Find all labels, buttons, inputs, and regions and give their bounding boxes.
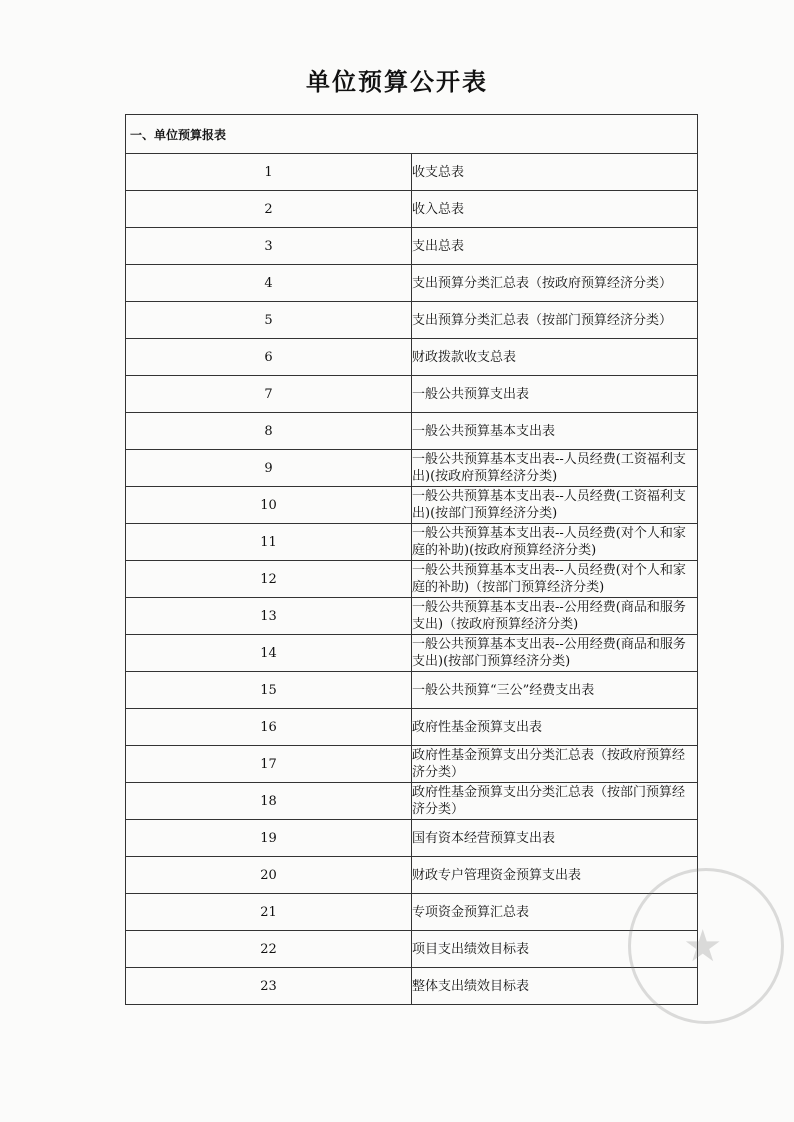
table-row (126, 598, 698, 635)
row-number: 11 (126, 524, 412, 561)
report-name-link[interactable]: 整体支出绩效目标表 (412, 968, 698, 1005)
table-row (126, 265, 698, 302)
report-name-link[interactable]: 支出预算分类汇总表（按部门预算经济分类） (412, 302, 698, 339)
report-name-link[interactable]: 收入总表 (412, 191, 698, 228)
report-name-link[interactable]: 一般公共预算基本支出表--人员经费(对个人和家庭的补助)(按政府预算经济分类) (412, 524, 698, 561)
report-name-link[interactable]: 专项资金预算汇总表 (412, 894, 698, 931)
report-name-link[interactable]: 一般公共预算基本支出表 (412, 413, 698, 450)
report-name-link[interactable]: 一般公共预算基本支出表--公用经费(商品和服务支出)(按部门预算经济分类) (412, 635, 698, 672)
table-row (126, 450, 698, 487)
row-number: 4 (126, 265, 412, 302)
row-number: 14 (126, 635, 412, 672)
report-name-link[interactable]: 项目支出绩效目标表 (412, 931, 698, 968)
table-row (126, 487, 698, 524)
row-number: 12 (126, 561, 412, 598)
row-number: 3 (126, 228, 412, 265)
table-row (126, 746, 698, 783)
row-number: 22 (126, 931, 412, 968)
row-number: 13 (126, 598, 412, 635)
row-number: 23 (126, 968, 412, 1005)
table-row (126, 931, 698, 968)
row-number: 7 (126, 376, 412, 413)
report-name-link[interactable]: 政府性基金预算支出分类汇总表（按政府预算经济分类） (412, 746, 698, 783)
section-label: 一、单位预算报表 (126, 115, 698, 154)
row-number: 20 (126, 857, 412, 894)
table-row (126, 228, 698, 265)
table-row (126, 339, 698, 376)
report-name-link[interactable]: 政府性基金预算支出表 (412, 709, 698, 746)
report-name-link[interactable]: 支出预算分类汇总表（按政府预算经济分类） (412, 265, 698, 302)
table-row (126, 672, 698, 709)
report-name-link[interactable]: 一般公共预算基本支出表--人员经费(工资福利支出)(按部门预算经济分类) (412, 487, 698, 524)
row-number: 19 (126, 820, 412, 857)
row-number: 21 (126, 894, 412, 931)
table-row (126, 524, 698, 561)
row-number: 8 (126, 413, 412, 450)
row-number: 2 (126, 191, 412, 228)
table-row (126, 302, 698, 339)
row-number: 17 (126, 746, 412, 783)
official-seal (628, 868, 784, 1024)
report-name-link[interactable]: 政府性基金预算支出分类汇总表（按部门预算经济分类） (412, 783, 698, 820)
table-row (126, 783, 698, 820)
report-name-link[interactable]: 财政专户管理资金预算支出表 (412, 857, 698, 894)
table-row (126, 894, 698, 931)
report-name-link[interactable]: 一般公共预算支出表 (412, 376, 698, 413)
table-row (126, 413, 698, 450)
table-row (126, 561, 698, 598)
row-number: 15 (126, 672, 412, 709)
report-name-link[interactable]: 支出总表 (412, 228, 698, 265)
row-number: 9 (126, 450, 412, 487)
row-number: 18 (126, 783, 412, 820)
report-list-table (125, 114, 698, 1005)
report-name-link[interactable]: 国有资本经营预算支出表 (412, 820, 698, 857)
table-row (126, 709, 698, 746)
table-row (126, 820, 698, 857)
seal-star-icon: ★ (683, 921, 723, 972)
section-header-row (126, 115, 698, 154)
table-row (126, 191, 698, 228)
table-row (126, 154, 698, 191)
report-name-link[interactable]: 收支总表 (412, 154, 698, 191)
report-name-link[interactable]: 一般公共预算基本支出表--公用经费(商品和服务支出)（按政府预算经济分类) (412, 598, 698, 635)
row-number: 5 (126, 302, 412, 339)
table-row (126, 857, 698, 894)
report-name-link[interactable]: 财政拨款收支总表 (412, 339, 698, 376)
table-row (126, 635, 698, 672)
row-number: 10 (126, 487, 412, 524)
report-name-link[interactable]: 一般公共预算基本支出表--人员经费(工资福利支出)(按政府预算经济分类) (412, 450, 698, 487)
row-number: 16 (126, 709, 412, 746)
row-number: 1 (126, 154, 412, 191)
table-row (126, 376, 698, 413)
table-row (126, 968, 698, 1005)
row-number: 6 (126, 339, 412, 376)
report-name-link[interactable]: 一般公共预算基本支出表--人员经费(对个人和家庭的补助)（按部门预算经济分类) (412, 561, 698, 598)
page-title: 单位预算公开表 (306, 67, 488, 96)
report-name-link[interactable]: 一般公共预算“三公”经费支出表 (412, 672, 698, 709)
